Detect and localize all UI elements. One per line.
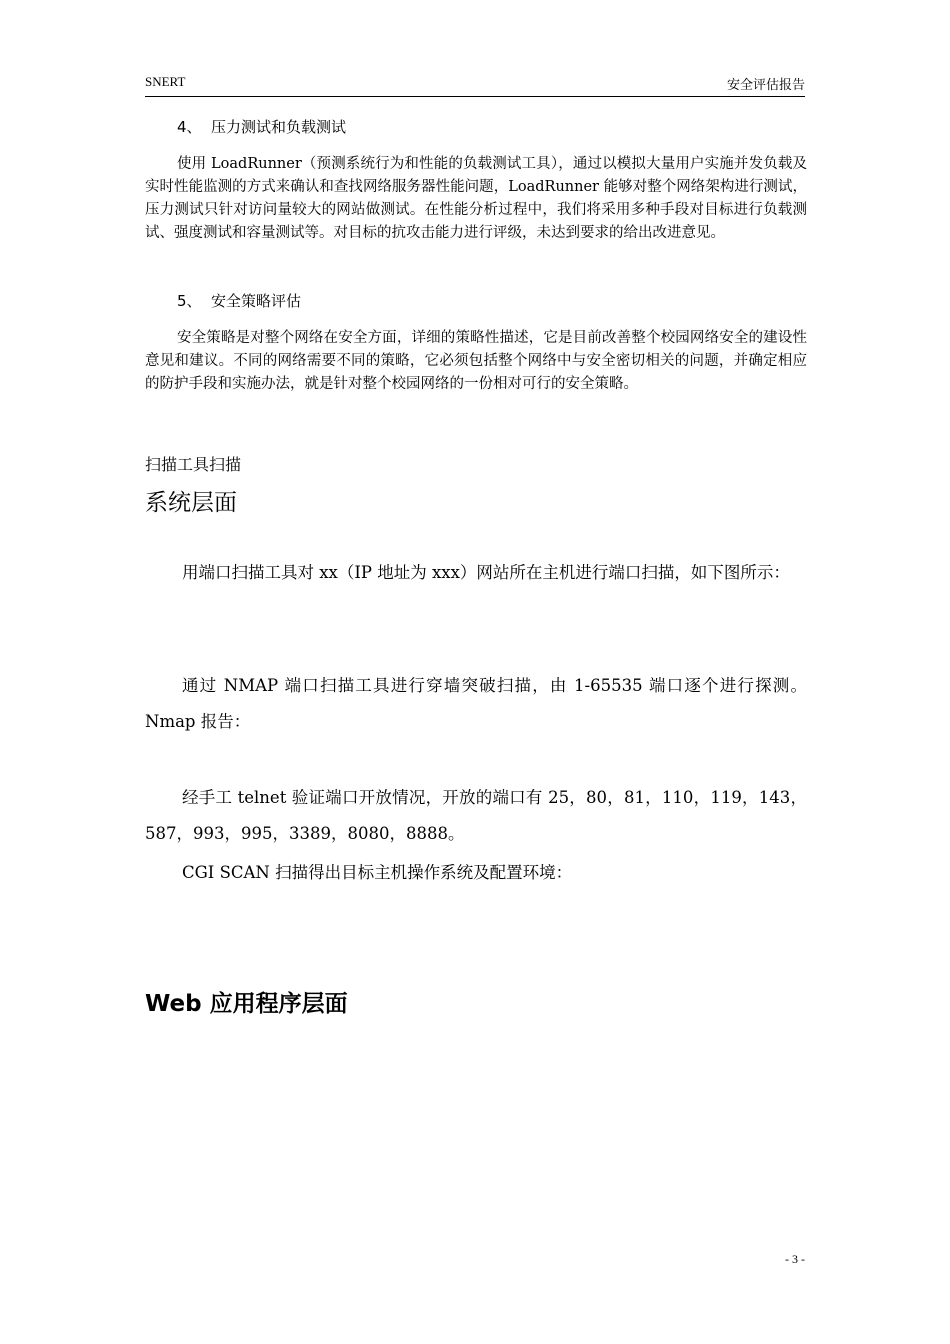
item-heading-security-policy xyxy=(145,290,839,312)
item-title: 压力测试和负载测试 xyxy=(211,118,347,136)
page-header xyxy=(145,68,805,97)
scan-tools-heading: 扫描工具扫描 xyxy=(145,455,242,474)
telnet-paragraph: 经手工 telnet 验证端口开放情况，开放的端口有 25，80，81，110，119，143，587，993，995，3389，8080，8888。 xyxy=(145,788,807,843)
security-policy-paragraph: 安全策略是对整个网络在安全方面，详细的策略性描述，它是目前改善整个校园网络安全的建设性意见和建议。不同的网络需要不同的策略，它必须包括整个网络中与安全密切相关的问题，并确定相应的防护手段和实施办法，就是针对整个校园网络的一份相对可行的安全策略。 xyxy=(145,330,807,392)
item-number: 4、 xyxy=(177,118,202,136)
item-title: 安全策略评估 xyxy=(211,292,302,310)
item-heading-load-test xyxy=(145,116,839,138)
nmap-paragraph: 通过 NMAP 端口扫描工具进行穿墙突破扫描，由 1-65535 端口逐个进行探测。Nmap 报告： xyxy=(145,676,807,731)
web-section-title: Web 应用程序层面 xyxy=(145,991,348,1017)
page-number: - 3 - xyxy=(785,1252,805,1266)
system-section-title: 系统层面 xyxy=(145,490,237,516)
header-org-name: SNERT xyxy=(145,74,186,89)
cgi-scan-paragraph: CGI SCAN 扫描得出目标主机操作系统及配置环境： xyxy=(182,863,573,882)
item-number: 5、 xyxy=(177,292,202,310)
load-test-paragraph: 使用 LoadRunner（预测系统行为和性能的负载测试工具），通过以模拟大量用户实施并发负载及实时性能监测的方式来确认和查找网络服务器性能问题，LoadRunner 能够对整个网络架构进行测试，压力测试只针对访问量较大的网站做测试。在性能分析过程中，我们将采用多种手段对目标进行负载测试、强度测试和容量测试等。对目标的抗攻击能力进行评级，未达到要求的给出改进意见。 xyxy=(145,156,807,241)
port-scan-paragraph: 用端口扫描工具对 xx（IP 地址为 xxx）网站所在主机进行端口扫描，如下图所示： xyxy=(182,563,790,582)
header-report-title: 安全评估报告 xyxy=(726,78,805,93)
